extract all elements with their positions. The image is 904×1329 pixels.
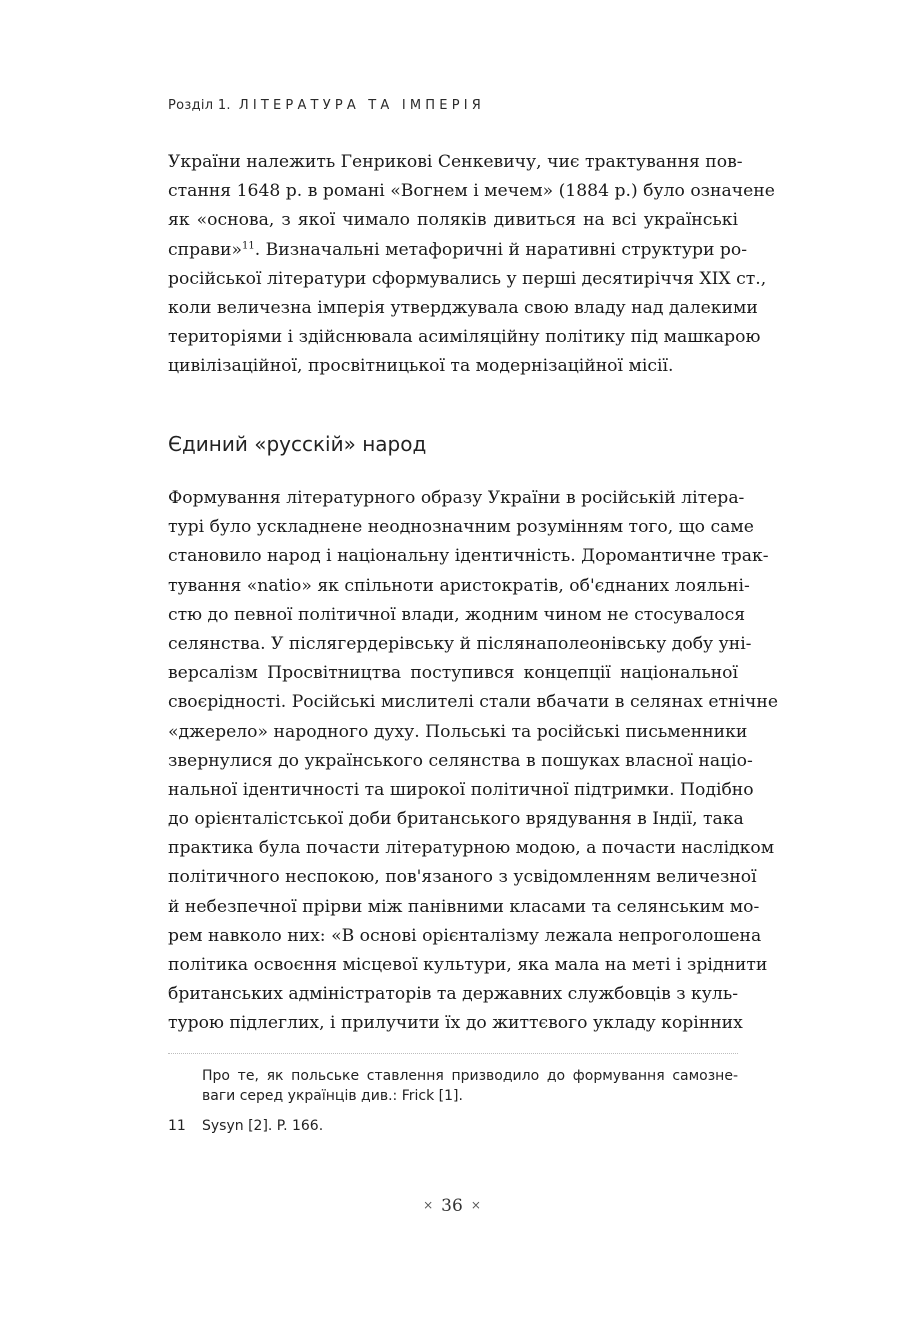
running-head: [168, 98, 485, 113]
paragraph-line: турі було ускладнене неоднозначним розумінням того, що саме: [168, 517, 754, 538]
paragraph-line: як «основа, з якої чимало поляків дивиться на всі українські: [168, 210, 738, 231]
paragraph-2: [168, 484, 778, 1039]
paragraph-line: рем навколо них: «В основі орієнталізму лежала непроголошена: [168, 925, 762, 946]
footnote-number-11: 11: [168, 1118, 186, 1134]
footnote-11-text: Sysyn [2]. P. 166.: [202, 1118, 324, 1134]
paragraph-line: версалізм Просвітництва поступився концепції національної: [168, 663, 738, 684]
paragraph-line: політичного неспокою, пов'язаного з усвідомленням величезної: [168, 867, 757, 888]
paragraph-line: України належить Генрикові Сенкевичу, чиє трактування пов-: [168, 152, 743, 172]
paragraph-line: практика була почасти літературною модою, а почасти наслідком: [168, 838, 775, 859]
paragraph-line: й небезпечної прірви між панівними класами та селянським мо-: [168, 896, 760, 917]
paragraph-line-start: справи»: [168, 239, 242, 260]
paragraph-line: територіями і здійснювала асиміляційну політику під машкарою: [168, 327, 761, 348]
footnote-divider: [168, 1053, 738, 1054]
running-head-title: ЛІТЕРАТУРА ТА ІМПЕРІЯ: [238, 98, 485, 113]
paragraph-line: політика освоєння місцевої культури, яка мала на меті і зріднити: [168, 955, 768, 975]
page-number-value: 36: [441, 1196, 463, 1216]
folio-mark-right: ×: [470, 1198, 481, 1212]
footnote-line: Про те, як польське ставлення призводило до формування самозне-: [202, 1068, 738, 1084]
paragraph-1: [168, 148, 775, 382]
paragraph-line: селянства. У післягердерівську й післянаполеонівську добу уні-: [168, 633, 752, 654]
paragraph-line: російської літератури сформувались у перші десятиріччя XIX ст.,: [168, 268, 767, 289]
paragraph-line: британських адміністраторів та державних службовців з куль-: [168, 984, 738, 1005]
footnote-continued: [202, 1066, 738, 1106]
paragraph-line-end: . Визначальні метафоричні й наративні структури ро-: [254, 239, 748, 260]
section-heading: Єдиний «русскій» народ: [168, 432, 427, 456]
page-number: [0, 1196, 904, 1216]
running-head-chapter: Розділ 1.: [168, 98, 231, 113]
paragraph-line: тування «natio» як спільноти аристократів, об'єднаних лояльні-: [168, 575, 750, 596]
paragraph-line: нальної ідентичності та широкої політичної підтримки. Подібно: [168, 779, 754, 800]
paragraph-line: звернулися до українського селянства в пошуках власної націо-: [168, 750, 753, 771]
paragraph-line: цивілізаційної, просвітницької та модернізаційної місії.: [168, 356, 674, 377]
paragraph-line: своєрідності. Російські мислителі стали вбачати в селянах етнічне: [168, 692, 778, 713]
footnote-line: ваги серед українців див.: Frick [1].: [202, 1088, 463, 1104]
paragraph-line: стання 1648 р. в романі «Вогнем і мечем» (1884 р.) було означене: [168, 181, 775, 202]
paragraph-line-with-note: [168, 236, 748, 265]
paragraph-line: «джерело» народного духу. Польські та російські письменники: [168, 721, 748, 742]
paragraph-line: Формування літературного образу України в російській літера-: [168, 488, 745, 508]
paragraph-line: стю до певної політичної влади, жодним чином не стосувалося: [168, 604, 746, 625]
paragraph-line: до орієнталістської доби британського врядування в Індії, така: [168, 809, 744, 830]
folio-mark-left: ×: [423, 1198, 434, 1212]
paragraph-line: становило народ і національну ідентичність. Доромантичне трак-: [168, 546, 769, 567]
paragraph-line: турою підлеглих, і прилучити їх до життєвого укладу корінних: [168, 1013, 743, 1034]
paragraph-line: коли величезна імперія утверджувала свою владу над далекими: [168, 297, 758, 318]
footnote-ref-11[interactable]: 11: [241, 239, 255, 251]
